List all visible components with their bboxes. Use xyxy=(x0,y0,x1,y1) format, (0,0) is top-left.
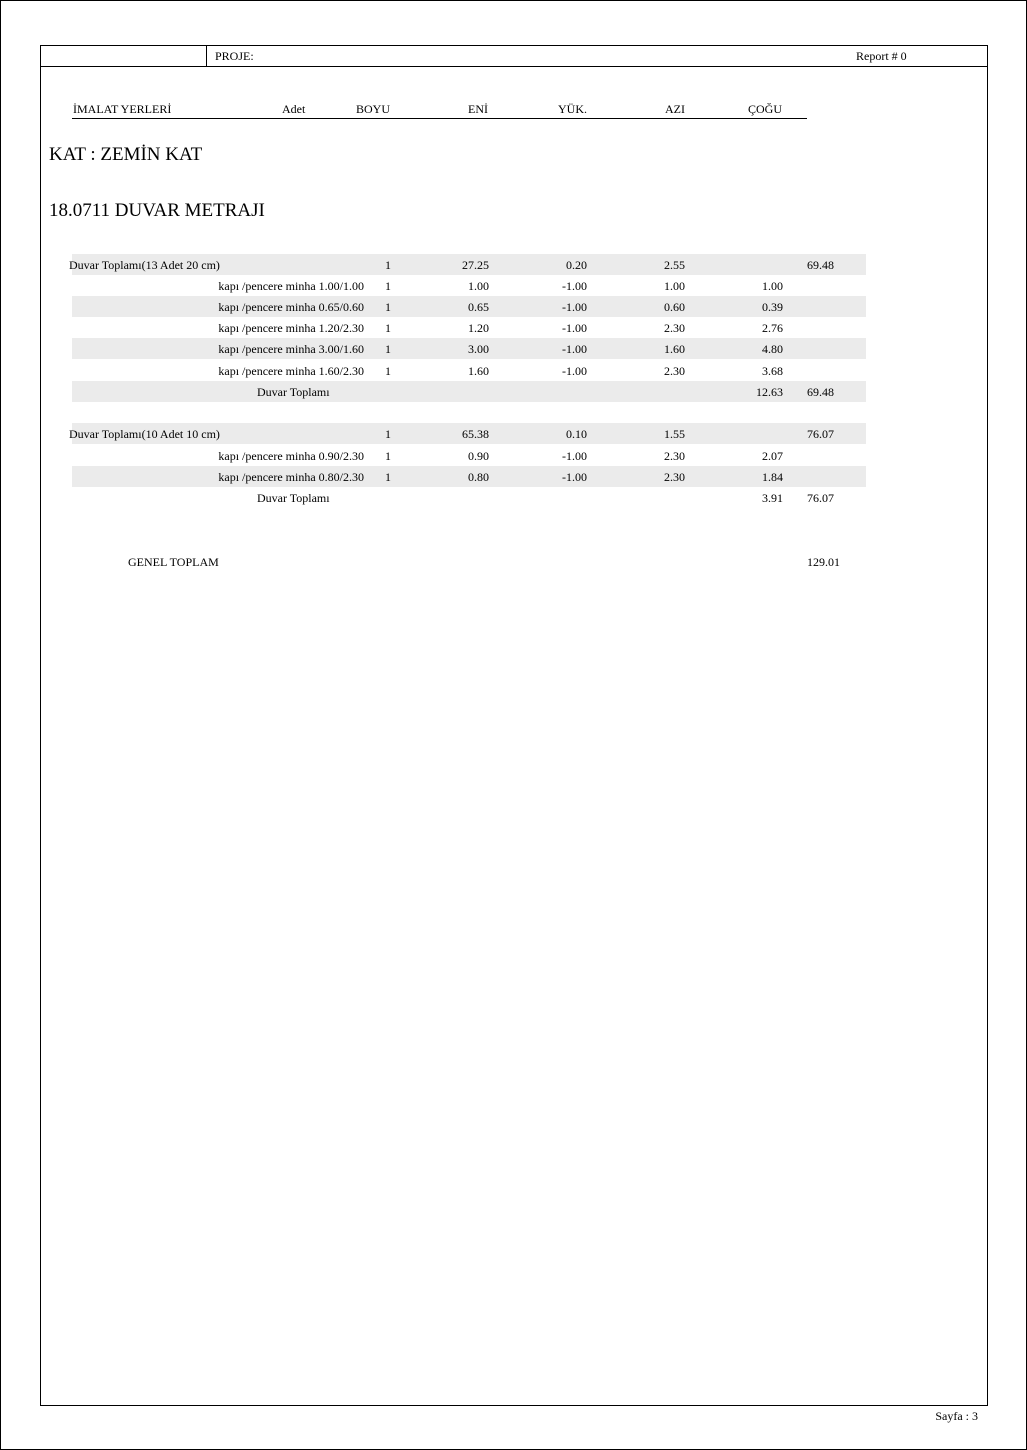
row-yuk: 1.00 xyxy=(664,279,685,293)
group-main-row xyxy=(69,254,866,275)
col-azi: AZI xyxy=(665,102,685,116)
row-yuk: 2.30 xyxy=(664,470,685,484)
col-adet: Adet xyxy=(282,102,306,116)
subtotal-azi: 3.91 xyxy=(762,491,783,505)
row-eni: -1.00 xyxy=(562,342,587,356)
row-yuk: 1.55 xyxy=(664,427,685,441)
row-boyu: 1.00 xyxy=(468,279,489,293)
subtotal-cogu: 69.48 xyxy=(807,385,834,399)
col-eni: ENİ xyxy=(468,102,488,116)
subtotal-row xyxy=(72,487,866,508)
row-name: kapı /pencere minha 1.20/2.30 xyxy=(218,321,364,335)
row-eni: -1.00 xyxy=(562,449,587,463)
row-adet: 1 xyxy=(385,258,391,272)
row-azi: 2.76 xyxy=(762,321,783,335)
row-boyu: 0.65 xyxy=(468,300,489,314)
row-eni: 0.10 xyxy=(566,427,587,441)
report-frame xyxy=(40,45,988,1406)
row-cogu: 69.48 xyxy=(807,258,834,272)
row-eni: -1.00 xyxy=(562,364,587,378)
row-yuk: 2.30 xyxy=(664,449,685,463)
row-yuk: 2.30 xyxy=(664,321,685,335)
row-name: Duvar Toplamı(10 Adet 10 cm) xyxy=(69,427,220,441)
row-boyu: 1.20 xyxy=(468,321,489,335)
row-name: kapı /pencere minha 3.00/1.60 xyxy=(218,342,364,356)
row-yuk: 2.55 xyxy=(664,258,685,272)
row-eni: 0.20 xyxy=(566,258,587,272)
row-adet: 1 xyxy=(385,470,391,484)
row-azi: 1.84 xyxy=(762,470,783,484)
col-yuk: YÜK. xyxy=(558,102,587,116)
kat-title: KAT : ZEMİN KAT xyxy=(49,144,203,165)
table-row xyxy=(72,275,866,296)
grand-total-label: GENEL TOPLAM xyxy=(128,555,219,569)
row-adet: 1 xyxy=(385,449,391,463)
row-boyu: 1.60 xyxy=(468,364,489,378)
row-name: kapı /pencere minha 1.60/2.30 xyxy=(218,364,364,378)
col-cogu: ÇOĞU xyxy=(748,102,783,116)
subtotal-cogu: 76.07 xyxy=(807,491,834,505)
row-name: kapı /pencere minha 1.00/1.00 xyxy=(218,279,364,293)
table-row xyxy=(72,445,866,466)
row-cogu: 76.07 xyxy=(807,427,834,441)
report-header xyxy=(40,45,988,67)
table-row xyxy=(72,338,866,359)
subtotal-row xyxy=(72,381,866,402)
row-yuk: 0.60 xyxy=(664,300,685,314)
row-azi: 3.68 xyxy=(762,364,783,378)
table-row xyxy=(72,317,866,338)
row-yuk: 1.60 xyxy=(664,342,685,356)
row-name: kapı /pencere minha 0.65/0.60 xyxy=(218,300,364,314)
col-boyu: BOYU xyxy=(356,102,391,116)
table-row xyxy=(72,296,866,317)
header-divider xyxy=(206,46,207,66)
row-name: Duvar Toplamı(13 Adet 20 cm) xyxy=(69,258,220,272)
row-azi: 1.00 xyxy=(762,279,783,293)
proje-label: PROJE: xyxy=(215,49,254,63)
row-adet: 1 xyxy=(385,364,391,378)
page-number: Sayfa : 3 xyxy=(935,1409,978,1423)
section-title: 18.0711 DUVAR METRAJI xyxy=(49,200,265,221)
row-boyu: 27.25 xyxy=(462,258,489,272)
row-boyu: 65.38 xyxy=(462,427,489,441)
row-eni: -1.00 xyxy=(562,321,587,335)
row-adet: 1 xyxy=(385,427,391,441)
group-main-row xyxy=(69,423,866,444)
row-boyu: 0.90 xyxy=(468,449,489,463)
row-azi: 2.07 xyxy=(762,449,783,463)
row-boyu: 0.80 xyxy=(468,470,489,484)
row-adet: 1 xyxy=(385,279,391,293)
row-eni: -1.00 xyxy=(562,300,587,314)
row-name: kapı /pencere minha 0.90/2.30 xyxy=(218,449,364,463)
subtotal-label: Duvar Toplamı xyxy=(257,491,330,505)
report-number: Report # 0 xyxy=(856,49,907,63)
subtotal-label: Duvar Toplamı xyxy=(257,385,330,399)
subtotal-azi: 12.63 xyxy=(756,385,783,399)
row-adet: 1 xyxy=(385,300,391,314)
row-boyu: 3.00 xyxy=(468,342,489,356)
row-name: kapı /pencere minha 0.80/2.30 xyxy=(218,470,364,484)
row-adet: 1 xyxy=(385,342,391,356)
col-imalat: İMALAT YERLERİ xyxy=(73,102,172,116)
row-eni: -1.00 xyxy=(562,470,587,484)
row-adet: 1 xyxy=(385,321,391,335)
row-eni: -1.00 xyxy=(562,279,587,293)
row-azi: 4.80 xyxy=(762,342,783,356)
row-yuk: 2.30 xyxy=(664,364,685,378)
column-header-underline xyxy=(72,118,807,119)
table-row xyxy=(72,466,866,487)
grand-total-value: 129.01 xyxy=(807,555,840,569)
row-azi: 0.39 xyxy=(762,300,783,314)
table-row xyxy=(72,360,866,381)
